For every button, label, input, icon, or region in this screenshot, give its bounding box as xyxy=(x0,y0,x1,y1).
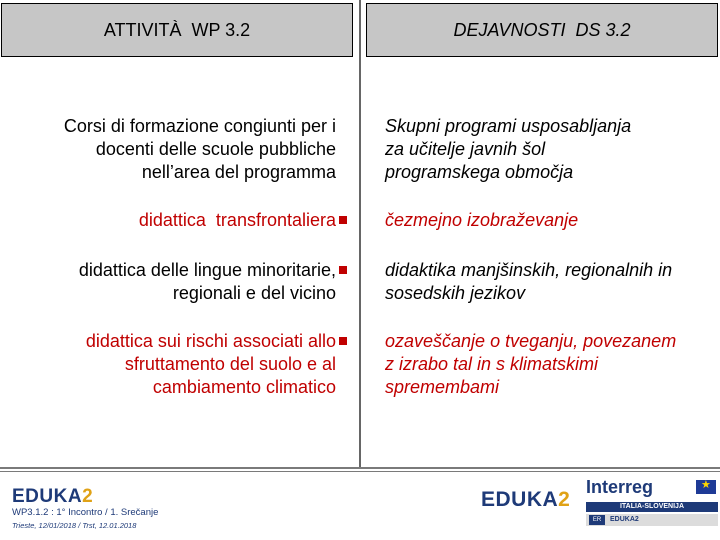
left-item-3 xyxy=(86,330,336,399)
logo-left-number: 2 xyxy=(82,486,94,507)
left-item-line: cambiamento climatico xyxy=(152,377,336,397)
footer-rule-thin xyxy=(0,471,720,472)
left-item-1 xyxy=(139,209,336,232)
right-intro-line: Skupni programi usposabljanja xyxy=(385,116,632,136)
bullet-square-icon xyxy=(339,216,347,224)
right-item-line: sosedskih jezikov xyxy=(385,283,526,303)
interreg-project-strip xyxy=(586,514,718,526)
eu-flag-icon xyxy=(696,480,716,494)
left-intro-line: Corsi di formazione congiunti per i xyxy=(63,116,336,136)
eduka2-logo-left xyxy=(12,486,93,508)
right-intro-line: za učitelje javnih šol xyxy=(385,139,546,159)
right-item-line: čezmejno izobraževanje xyxy=(385,210,579,230)
header-dejavnosti-label: DEJAVNOSTI DS 3.2 xyxy=(453,19,631,40)
right-item-3 xyxy=(385,330,676,399)
left-intro-line: nell’area del programma xyxy=(141,162,336,182)
right-item-line: ozaveščanje o tveganju, povezanem xyxy=(385,331,677,351)
left-intro xyxy=(64,115,336,184)
right-item-line: spremembami xyxy=(385,377,500,397)
project-badge-icon: ER xyxy=(589,515,605,525)
column-divider xyxy=(359,0,361,467)
header-attivita xyxy=(1,3,353,57)
right-intro-line: programskega območja xyxy=(385,162,574,182)
right-item-line: didaktika manjšinskih, regionalnih in xyxy=(385,260,673,280)
footer-meeting-label: WP3.1.2 : 1° Incontro / 1. Srečanje xyxy=(12,507,159,518)
logo-left-text: EDUKA xyxy=(12,486,83,507)
bullet-square-icon xyxy=(339,266,347,274)
left-item-2 xyxy=(79,259,336,305)
interreg-logo xyxy=(586,477,718,526)
right-item-1 xyxy=(385,209,578,232)
header-dejavnosti xyxy=(366,3,718,57)
bullet-square-icon xyxy=(339,337,347,345)
logo-center-text: EDUKA xyxy=(481,488,559,511)
left-item-line: didattica sui rischi associati allo xyxy=(85,331,336,351)
eduka2-logo-center xyxy=(481,488,570,512)
left-intro-line: docenti delle scuole pubbliche xyxy=(95,139,336,159)
project-name: EDUKA2 xyxy=(610,516,639,523)
interreg-programme: ITALIA-SLOVENIJA xyxy=(586,502,718,512)
interreg-wordmark: Interreg xyxy=(586,477,654,497)
right-item-line: z izrabo tal in s klimatskimi xyxy=(385,354,599,374)
left-item-line: sfruttamento del suolo e al xyxy=(124,354,336,374)
footer-rule xyxy=(0,467,720,469)
right-intro xyxy=(385,115,631,184)
left-item-line: didattica delle lingue minoritarie, xyxy=(78,260,336,280)
right-item-2 xyxy=(385,259,672,305)
header-attivita-label: ATTIVITÀ WP 3.2 xyxy=(103,19,251,40)
logo-center-number: 2 xyxy=(558,488,571,511)
left-item-line: didattica transfrontaliera xyxy=(138,210,336,230)
footer-date-label: Trieste, 12/01/2018 / Trst, 12.01.2018 xyxy=(12,521,137,530)
left-item-line: regionali e del vicino xyxy=(172,283,336,303)
